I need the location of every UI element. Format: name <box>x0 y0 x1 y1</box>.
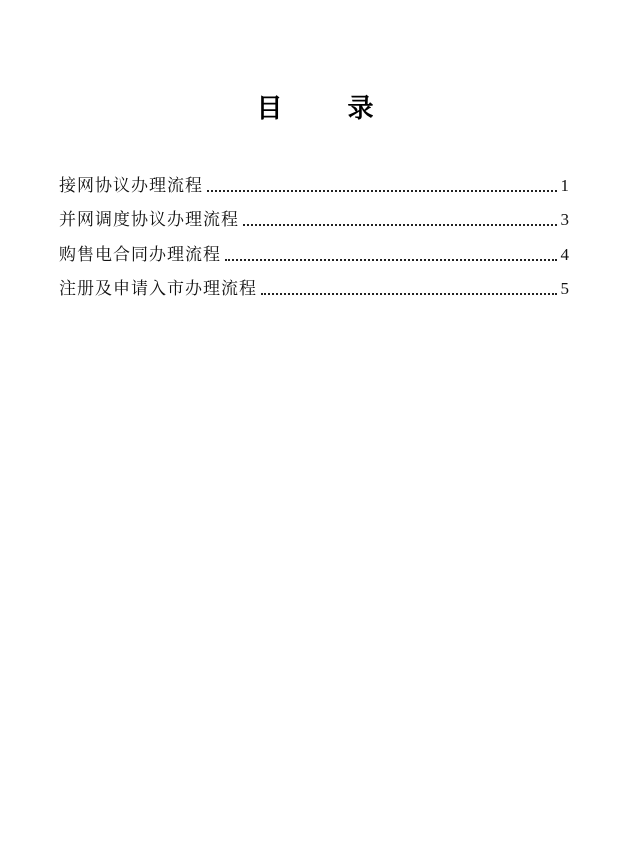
toc-entry <box>59 231 569 266</box>
toc-entry-page-number: 3 <box>560 210 569 229</box>
toc-entry <box>59 266 569 301</box>
toc-entry <box>59 162 569 197</box>
dot-leader <box>207 190 557 192</box>
dot-leader <box>243 224 557 226</box>
toc-entry <box>59 197 569 232</box>
toc-entry-page-number: 1 <box>560 175 569 195</box>
dot-leader <box>225 259 557 261</box>
toc-list <box>59 162 569 300</box>
toc-entry-label: 并网调度协议办理流程 <box>59 210 239 230</box>
toc-entry-label: 购售电合同办理流程 <box>59 244 221 265</box>
toc-entry-label: 注册及申请入市办理流程 <box>59 279 257 299</box>
toc-entry-page-number: 5 <box>560 279 569 298</box>
toc-title: 目 录 <box>256 94 402 124</box>
toc-entry-page-number: 4 <box>560 244 569 264</box>
toc-entry-label: 接网协议办理流程 <box>59 175 203 196</box>
dot-leader <box>261 293 557 295</box>
